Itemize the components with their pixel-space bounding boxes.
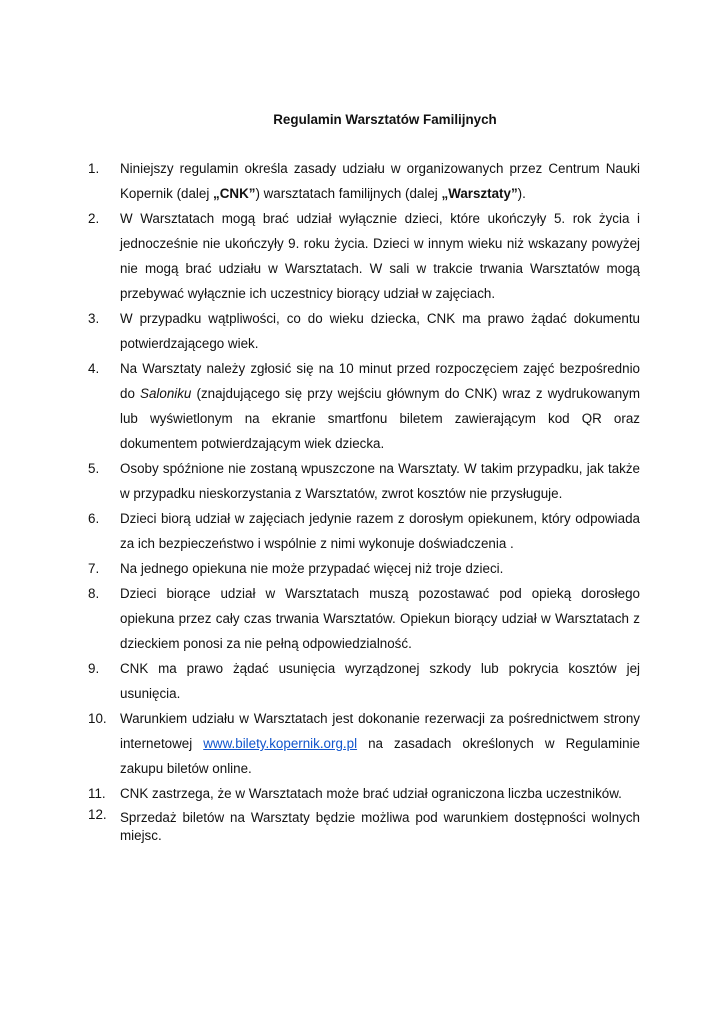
rule-text-segment: (znajdującego się przy wejściu głównym do CNK) wraz z wydrukowanym lub wyświetlonym na ekranie smartfonu biletem zawierającym kod QR oraz dokumentem potwierdzającym wiek dziecka. (120, 386, 640, 451)
rule-text-segment: W przypadku wątpliwości, co do wieku dziecka, CNK ma prawo żądać dokumentu potwierdzającego wiek. (120, 311, 640, 351)
rule-text-segment: ) warsztatach familijnych (dalej (255, 186, 442, 201)
rule-item (88, 806, 640, 845)
rule-number: 12. (88, 807, 107, 822)
rule-text (120, 786, 622, 801)
rule-number: 10. (88, 711, 107, 726)
rule-number: 5. (88, 461, 100, 476)
rule-item (88, 506, 640, 556)
rule-text-segment: CNK zastrzega, że w Warsztatach może brać udział ograniczona liczba uczestników. (120, 786, 622, 801)
rule-text (120, 211, 640, 301)
rule-item (88, 456, 640, 506)
rule-number: 4. (88, 361, 100, 376)
rule-item (88, 356, 640, 456)
rule-text-segment: Dzieci biorące udział w Warsztatach muszą pozostawać pod opieką dorosłego opiekuna przez cały czas trwania Warsztatów. Opiekun biorący udział w Warsztatach z dzieckiem ponosi za nie pełną odpowiedzialność. (120, 586, 640, 651)
rules-list (88, 156, 640, 845)
rule-text-segment: Sprzedaż biletów na Warsztaty będzie możliwa pod warunkiem dostępności wolnych miejsc. (120, 810, 640, 843)
rule-text-segment: Osoby spóźnione nie zostaną wpuszczone na Warsztaty. W takim przypadku, jak także w przypadku nieskorzystania z Warsztatów, zwrot kosztów nie przysługuje. (120, 461, 640, 501)
rule-number: 1. (88, 161, 100, 176)
tickets-website-link[interactable]: www.bilety.kopernik.org.pl (203, 736, 358, 751)
rule-text-segment: Na jednego opiekuna nie może przypadać więcej niż troje dzieci. (120, 561, 504, 576)
rule-number: 8. (88, 586, 100, 601)
document-title: Regulamin Warsztatów Familijnych (273, 112, 497, 127)
rule-number: 9. (88, 661, 100, 676)
rule-text (120, 361, 640, 451)
rule-item (88, 156, 640, 206)
rule-item (88, 556, 640, 581)
rule-text-segment: ). (517, 186, 526, 201)
rule-text-italic: Saloniku (140, 386, 192, 401)
rule-text (120, 511, 640, 551)
rule-text (120, 161, 640, 201)
rule-item (88, 581, 640, 656)
rule-item (88, 306, 640, 356)
rule-item (88, 706, 640, 781)
rule-number: 11. (88, 786, 106, 801)
rule-item (88, 656, 640, 706)
rule-text-segment: na zasadach określonych w Regulaminie zakupu biletów online. (120, 736, 640, 776)
rule-text-segment: W Warsztatach mogą brać udział wyłącznie dzieci, które ukończyły 5. rok życia i jednocześnie nie ukończyły 9. roku życia. Dzieci w innym wieku niż wskazany powyżej nie mogą brać udziału w Warsztatach. W sali w trakcie trwania Warsztatów mogą przebywać wyłącznie ich uczestnicy biorący udział w zajęciach. (120, 211, 640, 301)
rule-text (120, 810, 640, 843)
rule-item (88, 781, 640, 806)
rule-item (88, 206, 640, 306)
rule-text (120, 711, 640, 776)
rule-text-segment: CNK ma prawo żądać usunięcia wyrządzonej szkody lub pokrycia kosztów jej usunięcia. (120, 661, 640, 701)
rule-text-segment: Dzieci biorą udział w zajęciach jedynie razem z dorosłym opiekunem, który odpowiada za ich bezpieczeństwo i wspólnie z nimi wykonuje doświadczenia . (120, 511, 640, 551)
rule-text-segment: Na Warsztaty należy zgłosić się na 10 minut przed rozpoczęciem zajęć bezpośrednio do (120, 361, 640, 401)
rule-number: 7. (88, 561, 100, 576)
rule-number: 6. (88, 511, 100, 526)
rule-text-bold: „Warsztaty” (441, 186, 518, 201)
rule-text (120, 311, 640, 351)
rule-number: 3. (88, 311, 100, 326)
rule-text-segment: Niniejszy regulamin określa zasady udziału w organizowanych przez Centrum Nauki Kopernik (dalej (120, 161, 640, 201)
rule-text (120, 661, 640, 701)
rule-text-bold: „CNK” (213, 186, 256, 201)
rule-text (120, 561, 503, 576)
rule-text-segment: Warunkiem udziału w Warsztatach jest dokonanie rezerwacji za pośrednictwem strony internetowej (120, 711, 640, 751)
rule-text (120, 586, 640, 651)
rule-text (120, 461, 640, 501)
rule-number: 2. (88, 211, 100, 226)
